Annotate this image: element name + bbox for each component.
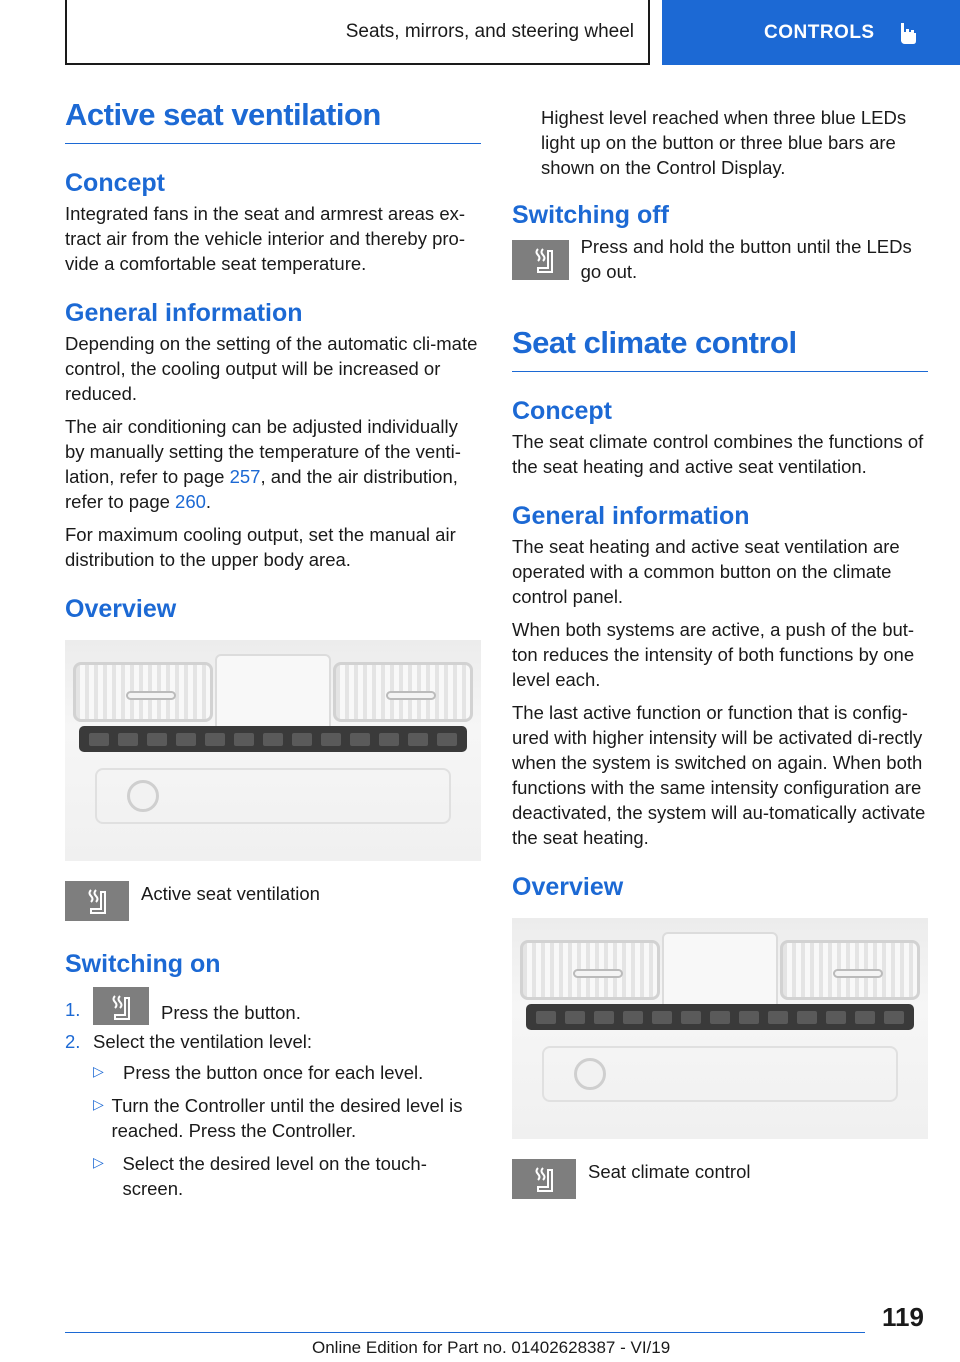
header-chapter-title: CONTROLS <box>764 21 875 43</box>
list-item: 1. Press the button. <box>65 987 481 1025</box>
general-text-3: For maximum cooling output, set the manual air distribution to the upper body area. <box>65 524 456 571</box>
concept-text: The seat climate control combines the functions of the seat heating and active seat ventilation. <box>512 431 924 478</box>
icon-caption-active-seat-ventilation: Active seat ventilation <box>141 883 320 905</box>
footer-edition: Online Edition for Part no. 01402628387 - VI/19 <box>312 1338 671 1357</box>
page-number: 119 <box>882 1302 924 1332</box>
climate-panel-photo <box>512 918 928 1139</box>
general-text-3: The last active function or function that is config-ured with higher intensity will be activated di-rectly when the system is switched on again. When both functions with the same intensity configuration are deactivated, the system will au-tomatically activate the seat heating. <box>512 702 926 849</box>
heading-general-information: General information <box>512 502 750 531</box>
list-item: ▷ Select the desired level on the touch-screen. <box>93 1153 427 1200</box>
heading-overview: Overview <box>65 595 177 624</box>
page-link-257[interactable]: 257 <box>229 466 261 488</box>
heading-concept: Concept <box>65 169 165 198</box>
list-item: ▷ Press the button once for each level. <box>93 1062 424 1084</box>
footer-rule <box>65 1332 865 1333</box>
list-item: 2. Select the ventilation level: <box>65 1031 313 1053</box>
heading-overview: Overview <box>512 873 624 902</box>
heading-switching-off: Switching off <box>512 201 669 229</box>
pointing-hand-icon <box>897 21 919 45</box>
heading-concept: Concept <box>512 397 612 426</box>
list-item: ▷ Turn the Controller until the desired level is reached. Press the Controller. <box>93 1095 463 1142</box>
section-title-seat-climate-control: Seat climate control <box>512 324 928 372</box>
general-text-2: When both systems are active, a push of the but-ton reduces the intensity of both functions by one level each. <box>512 619 915 691</box>
general-text-1: The seat heating and active seat ventilation are operated with a common button on the climate control panel. <box>512 536 900 608</box>
seat-ventilation-icon <box>93 987 149 1025</box>
seat-climate-icon <box>512 1159 576 1199</box>
switching-on-steps <box>65 987 481 1201</box>
left-column <box>65 96 481 1201</box>
climate-panel-photo <box>65 640 481 861</box>
right-column <box>512 105 928 1199</box>
general-text-1: Depending on the setting of the automatic cli-mate control, the cooling output will be increased or reduced. <box>65 333 478 405</box>
header-chapter-tab <box>662 0 960 65</box>
heading-general-information: General information <box>65 299 303 328</box>
icon-caption-seat-climate-control: Seat climate control <box>588 1161 751 1183</box>
seat-ventilation-icon <box>512 240 569 280</box>
heading-switching-on: Switching on <box>65 950 221 979</box>
general-text-2: The air conditioning can be adjusted individually by manually setting the temperature of the venti-lation, refer to page 257, and the air distribution, refer to page 260. <box>65 416 461 513</box>
highest-level-text: Highest level reached when three blue LEDs light up on the button or three blue bars are shown on the Control Display. <box>541 107 907 178</box>
concept-text: Integrated fans in the seat and armrest areas ex-tract air from the vehicle interior and thereby pro-vide a comfortable seat temperature. <box>65 203 466 275</box>
header-section-title: Seats, mirrors, and steering wheel <box>345 20 634 42</box>
switching-off-text: Press and hold the button until the LEDs go out. <box>580 236 912 282</box>
header-section-box <box>65 0 650 65</box>
page-link-260[interactable]: 260 <box>175 491 206 513</box>
seat-ventilation-icon <box>65 881 129 921</box>
section-title-active-seat-ventilation: Active seat ventilation <box>65 96 481 144</box>
